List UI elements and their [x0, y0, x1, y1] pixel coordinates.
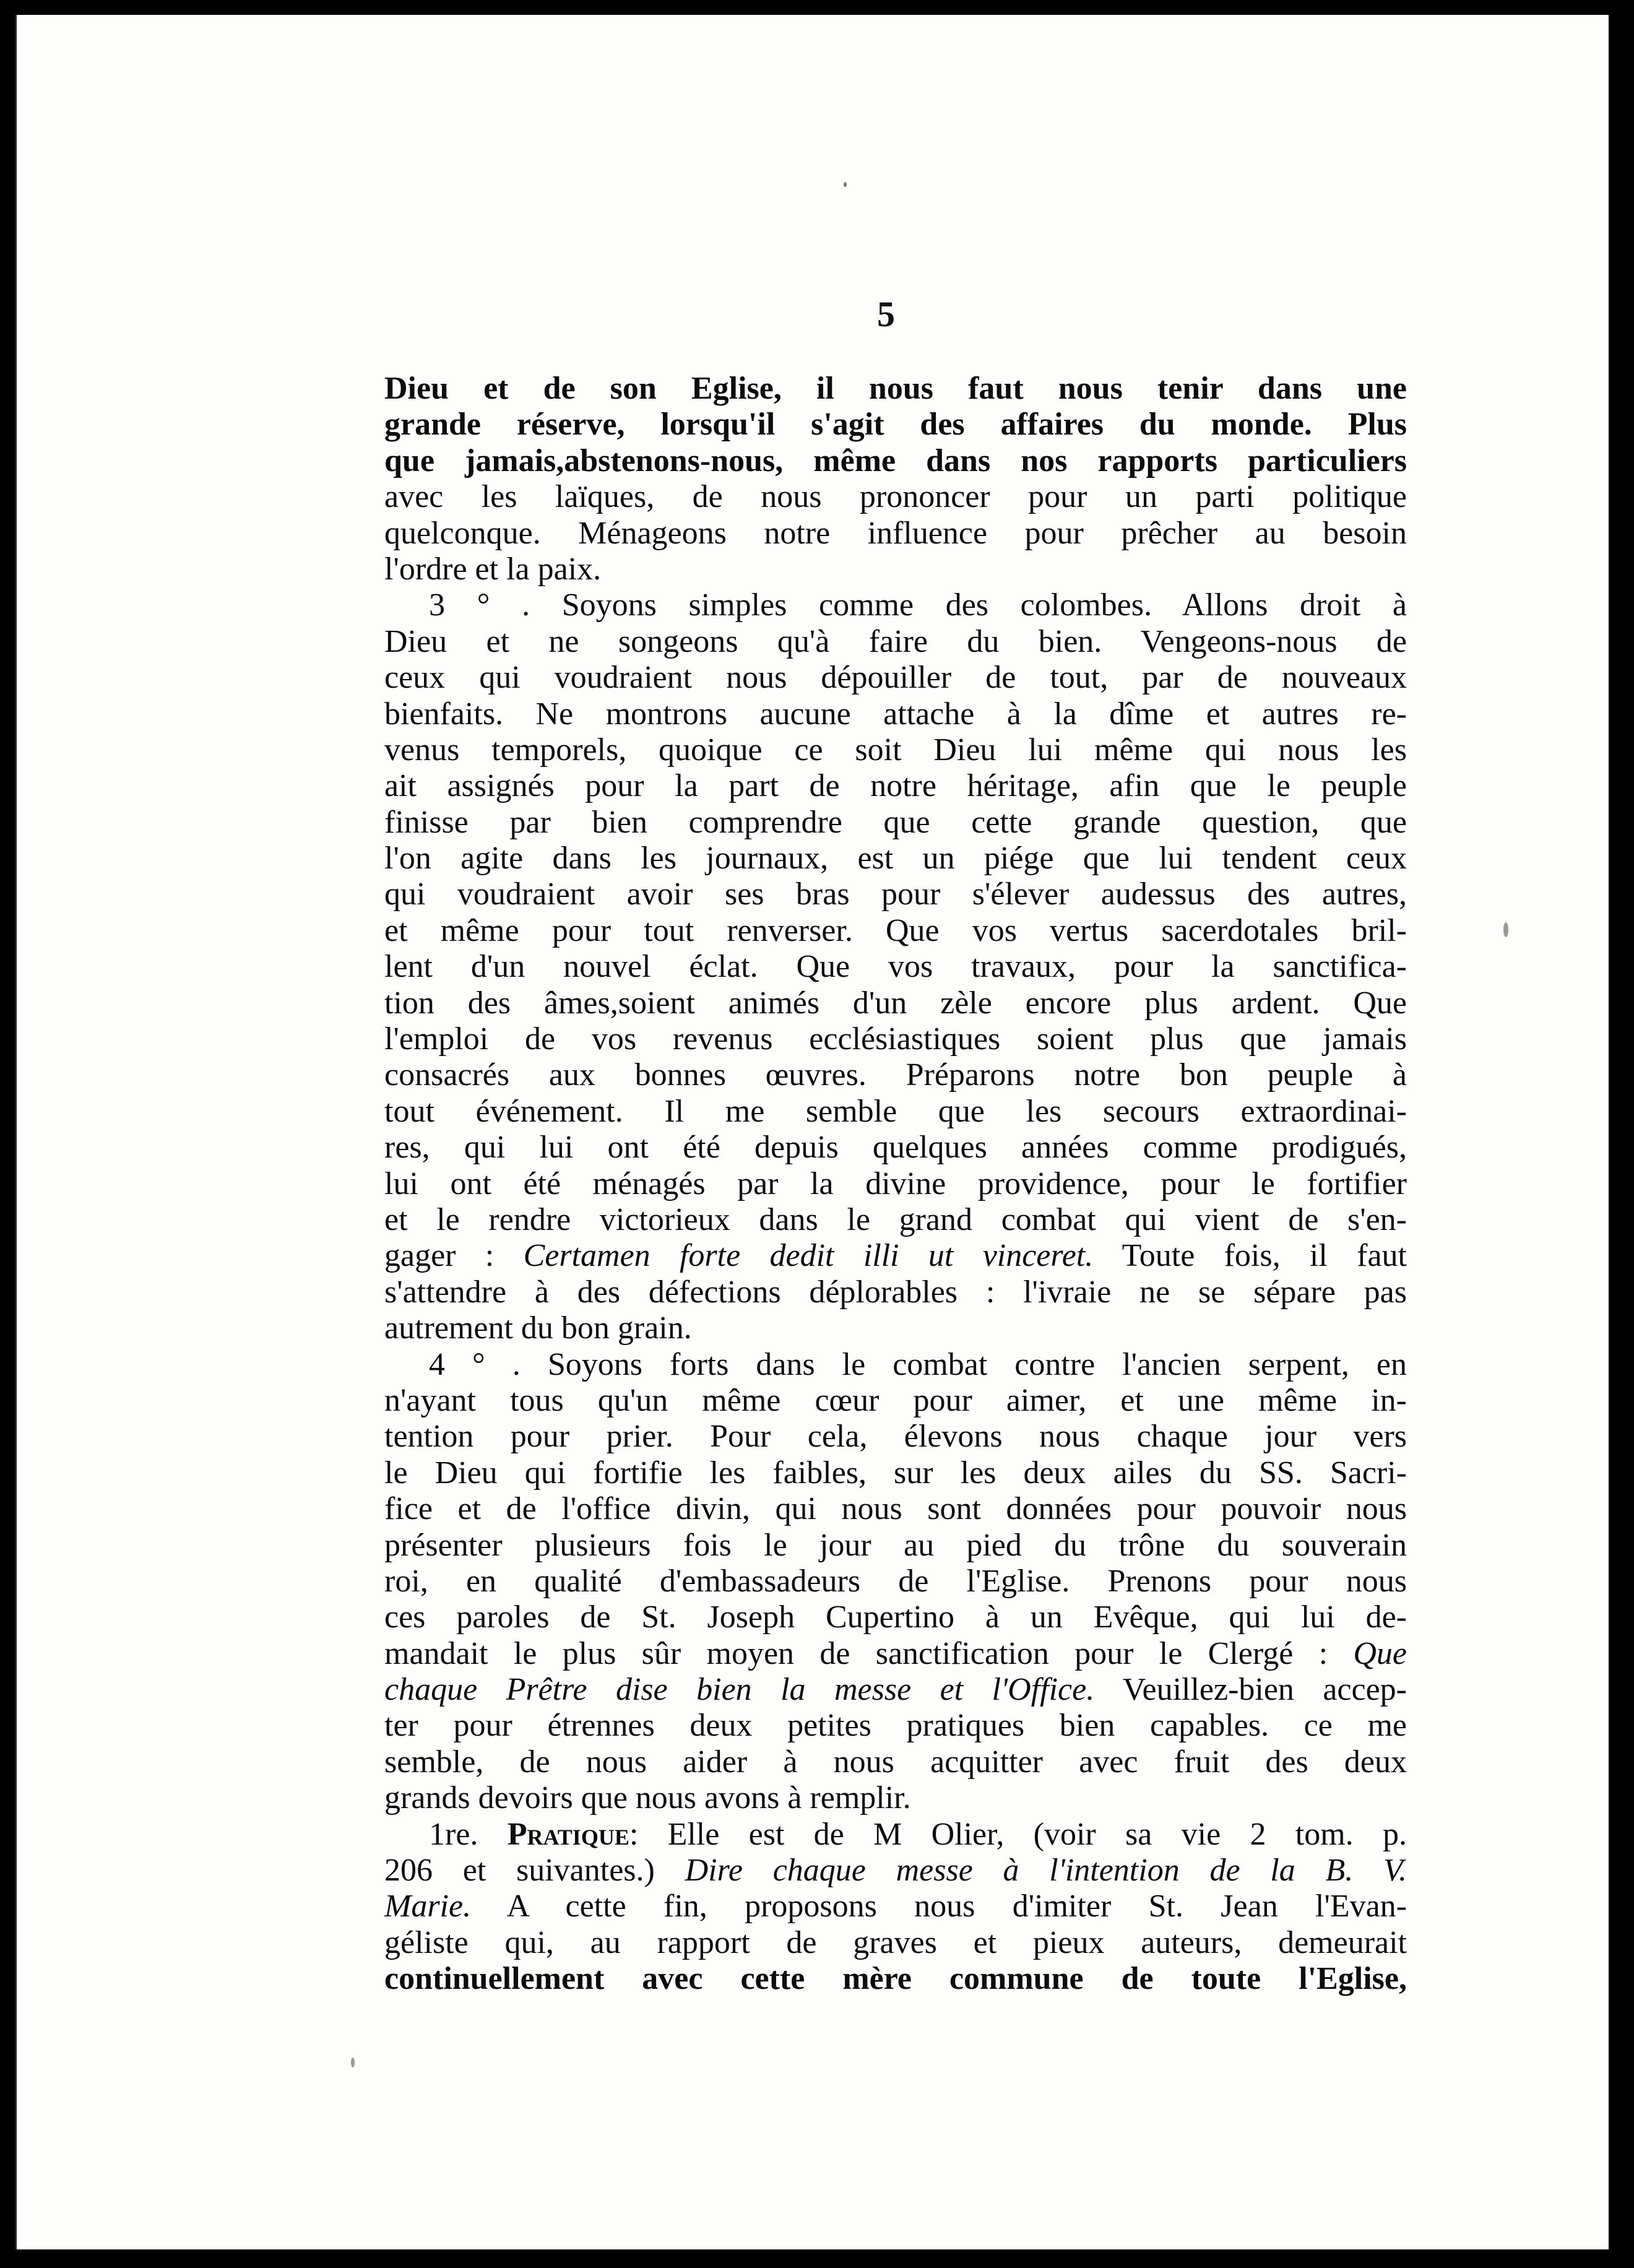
text-segment: 1re. [429, 1816, 508, 1852]
text-line: l'on agite dans les journaux, est un piége que lui tendent ceux [384, 841, 1407, 876]
text-line [384, 1853, 1407, 1889]
text-line: lui ont été ménagés par la divine providence, pour le fortifier [384, 1166, 1407, 1201]
text-line: n'ayant tous qu'un même cœur pour aimer, et une même in- [384, 1382, 1407, 1418]
paper-speck [844, 182, 847, 187]
latin-quote: Certamen forte dedit illi ut vinceret. [523, 1238, 1094, 1274]
text-line [384, 1636, 1407, 1672]
text-line: avec les laïques, de nous prononcer pour un parti politique [384, 479, 1407, 515]
italic-segment: Que [1353, 1635, 1407, 1671]
text-line: roi, en qualité d'embassadeurs de l'Eglise. Prenons pour nous [384, 1563, 1407, 1599]
text-line: Dieu et de son Eglise, il nous faut nous tenir dans une [384, 371, 1407, 406]
text-line: s'attendre à des défections déplorables : l'ivraie ne se sépare pas [384, 1274, 1407, 1310]
text-line: ces paroles de St. Joseph Cupertino à un Evêque, qui lui de- [384, 1599, 1407, 1635]
text-line: tout événement. Il me semble que les secours extraordinai- [384, 1093, 1407, 1129]
text-line: tention pour prier. Pour cela, élevons nous chaque jour vers [384, 1419, 1407, 1455]
text-segment: gager : [384, 1238, 524, 1274]
text-line: lent d'un nouvel éclat. Que vos travaux, pour la sanctifica- [384, 949, 1407, 985]
text-line: et le rendre victorieux dans le grand combat qui vient de s'en- [384, 1201, 1407, 1237]
text-line: semble, de nous aider à nous acquitter avec fruit des deux [384, 1744, 1407, 1780]
text-line: le Dieu qui fortifie les faibles, sur les deux ailes du SS. Sacri- [384, 1455, 1407, 1491]
section-heading: Pratique [507, 1816, 629, 1852]
text-line: géliste qui, au rapport de graves et pieux auteurs, demeurait [384, 1924, 1407, 1960]
text-line: que jamais,abstenons-nous, même dans nos rapports particuliers [384, 443, 1407, 478]
text-segment: Toute fois, il faut [1093, 1238, 1407, 1274]
text-line: consacrés aux bonnes œuvres. Préparons notre bon peuple à [384, 1057, 1407, 1093]
text-line: bienfaits. Ne montrons aucune attache à la dîme et autres re- [384, 696, 1407, 732]
text-line: continuellement avec cette mère commune de toute l'Eglise, [384, 1961, 1407, 1997]
page-number: 5 [877, 294, 895, 334]
text-line: fice et de l'office divin, qui nous sont données pour pouvoir nous [384, 1491, 1407, 1527]
text-line: l'ordre et la paix. [384, 551, 602, 587]
text-line: grande réserve, lorsqu'il s'agit des affaires du monde. Plus [384, 407, 1407, 443]
text-line: 4 ° . Soyons forts dans le combat contre l'ancien serpent, en [429, 1346, 1407, 1382]
text-line: venus temporels, quoique ce soit Dieu lui même qui nous les [384, 732, 1407, 768]
book-page [15, 15, 1609, 2249]
text-line [384, 1817, 1407, 1853]
text-line: Dieu et ne songeons qu'à faire du bien. Vengeons-nous de [384, 623, 1407, 659]
text-line: l'emploi de vos revenus ecclésiastiques soient plus que jamais [384, 1021, 1407, 1057]
text-line: ter pour étrennes deux petites pratiques bien capables. ce me [384, 1708, 1407, 1744]
italic-segment: chaque Prêtre dise bien la messe et l'Office. [384, 1672, 1095, 1708]
text-line: qui voudraient avoir ses bras pour s'élever audessus des autres, [384, 876, 1407, 912]
text-line [384, 1672, 1407, 1708]
text-line: 3 ° . Soyons simples comme des colombes. Allons droit à [429, 587, 1407, 623]
text-segment: mandait le plus sûr moyen de sanctification pour le Clergé : [384, 1635, 1354, 1671]
text-line: présenter plusieurs fois le jour au pied du trône du souverain [384, 1527, 1407, 1563]
paper-speck [1503, 922, 1508, 937]
italic-segment: Marie. [384, 1889, 472, 1924]
text-line: ait assignés pour la part de notre héritage, afin que le peuple [384, 768, 1407, 804]
body-text [384, 371, 1407, 1997]
text-segment: A cette fin, proposons nous d'imiter St. Jean l'Evan- [471, 1889, 1407, 1924]
text-segment: : Elle est de M Olier, (voir sa vie 2 tom. p. [629, 1816, 1407, 1852]
text-line: finisse par bien comprendre que cette grande question, que [384, 804, 1407, 840]
text-line: tion des âmes,soient animés d'un zèle encore plus ardent. Que [384, 985, 1407, 1021]
text-segment: Veuillez-bien accep- [1094, 1672, 1407, 1708]
text-line: et même pour tout renverser. Que vos vertus sacerdotales bril- [384, 912, 1407, 948]
text-line [384, 1889, 1407, 1924]
text-line: autrement du bon grain. [384, 1310, 692, 1346]
text-line: res, qui lui ont été depuis quelques années comme prodigués, [384, 1130, 1407, 1166]
text-line: ceux qui voudraient nous dépouiller de tout, par de nouveaux [384, 660, 1407, 696]
text-segment: 206 et suivantes.) [384, 1853, 685, 1889]
text-line: quelconque. Ménageons notre influence pour prêcher au besoin [384, 515, 1407, 551]
text-line [384, 1238, 1407, 1274]
italic-segment: Dire chaque messe à l'intention de la B. V. [685, 1853, 1407, 1889]
paper-speck [351, 2058, 355, 2067]
text-line: grands devoirs que nous avons à remplir. [384, 1780, 911, 1816]
